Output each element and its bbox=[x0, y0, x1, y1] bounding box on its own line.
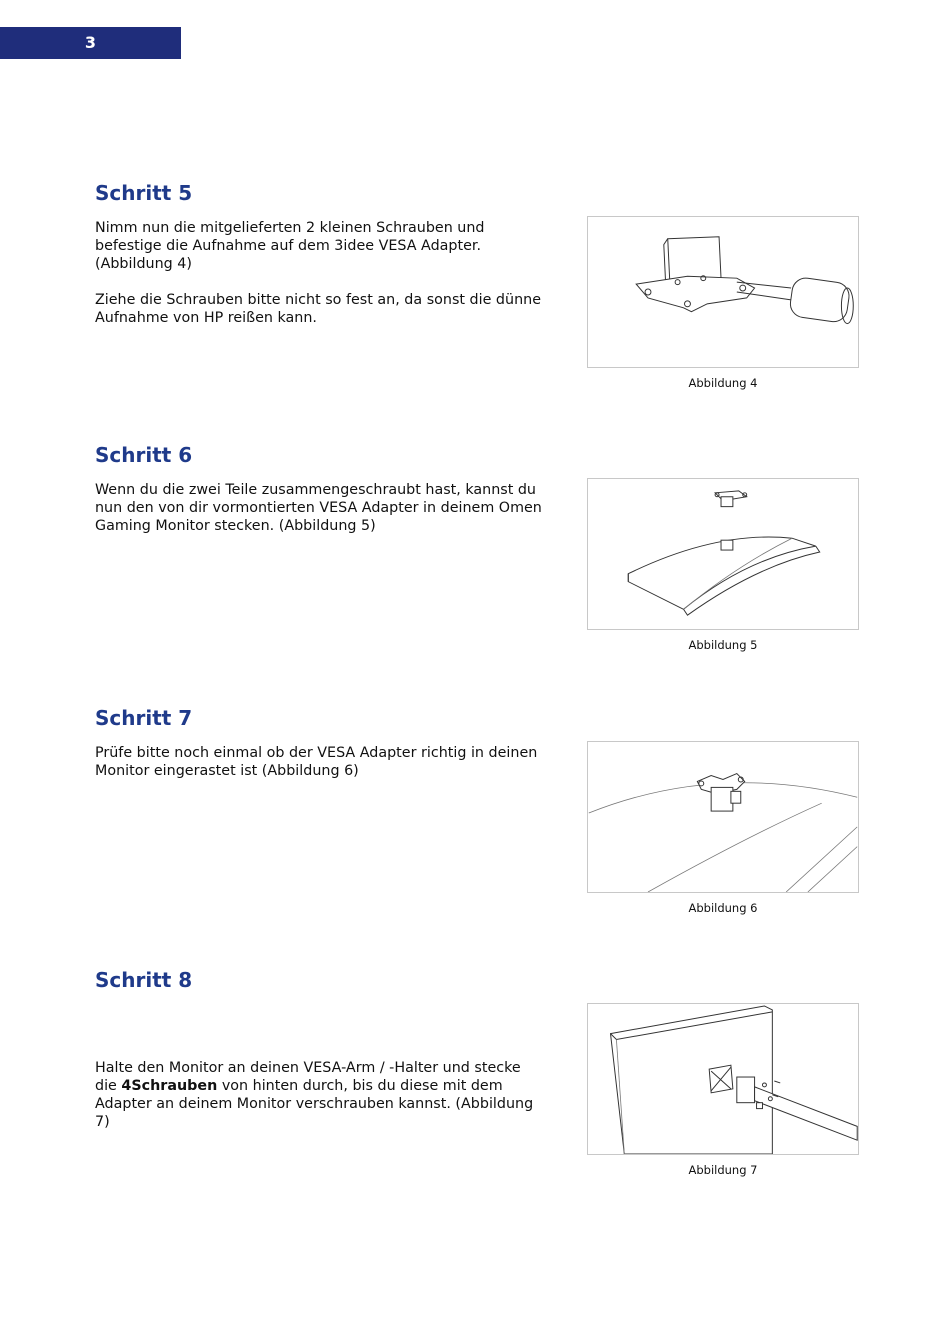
step-body bbox=[95, 744, 545, 798]
paragraph-text: von hinten durch, bis du diese mit dem Adapter an deinem Monitor verschrauben kannst. (Abbildung 7) bbox=[95, 1078, 534, 1130]
figure-7-illustration bbox=[587, 1003, 859, 1155]
emphasis-text: 4Schrauben bbox=[121, 1078, 218, 1094]
figure-5-illustration bbox=[587, 478, 859, 630]
step-title: Schritt 5 bbox=[95, 181, 193, 205]
figure-caption: Abbildung 6 bbox=[688, 901, 758, 915]
step-body bbox=[95, 481, 545, 553]
figure-caption: Abbildung 4 bbox=[688, 376, 758, 390]
step-title: Schritt 7 bbox=[95, 706, 193, 730]
step-title: Schritt 8 bbox=[95, 968, 193, 992]
step-title: Schritt 6 bbox=[95, 443, 193, 467]
step-paragraph: Nimm nun die mitgelieferten 2 kleinen Schrauben und befestige die Aufnahme auf dem 3idee VESA Adapter. (Abbildung 4) bbox=[95, 220, 485, 272]
figure-4-illustration bbox=[587, 216, 859, 368]
step-body bbox=[95, 1059, 545, 1149]
figure-6-illustration bbox=[587, 741, 859, 893]
step-6 bbox=[95, 443, 860, 693]
step-7 bbox=[95, 706, 860, 956]
step-body bbox=[95, 219, 545, 345]
step-paragraph bbox=[95, 1059, 545, 1131]
figure-caption: Abbildung 7 bbox=[688, 1163, 758, 1177]
page-number-tab bbox=[0, 27, 181, 59]
page-number: 3 bbox=[84, 33, 97, 52]
paragraph-text: Halte den Monitor an deinen VESA-Arm / -Halter und stecke die bbox=[95, 1060, 521, 1094]
step-paragraph: Wenn du die zwei Teile zusammengeschraubt hast, kannst du nun den von dir vormontierten VESA Adapter in deinem Omen Gaming Monitor stecken. (Abbildung 5) bbox=[95, 482, 542, 534]
step-paragraph: Ziehe die Schrauben bitte nicht so fest an, da sonst die dünne Aufnahme von HP reißen kann. bbox=[95, 292, 541, 326]
figure-caption: Abbildung 5 bbox=[688, 638, 758, 652]
step-8 bbox=[95, 968, 860, 1218]
step-paragraph: Prüfe bitte noch einmal ob der VESA Adapter richtig in deinen Monitor eingerastet ist (Abbildung 6) bbox=[95, 745, 538, 779]
step-5 bbox=[95, 181, 860, 431]
